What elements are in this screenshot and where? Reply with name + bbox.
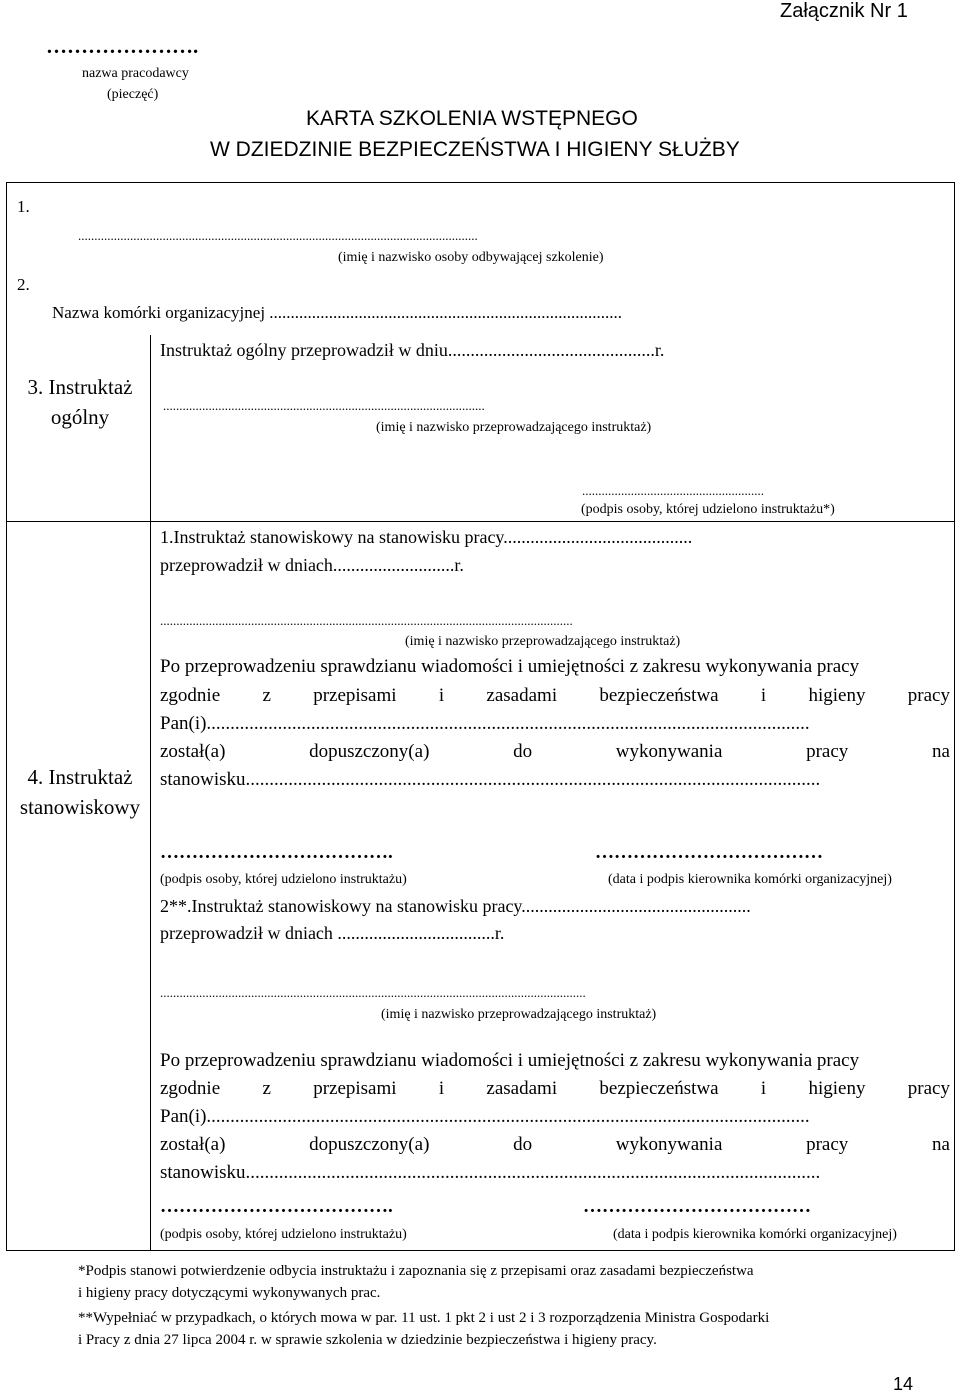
station-instructor-2-caption: (imię i nazwisko przeprowadzającego instruktaż) — [381, 1007, 657, 1022]
sign-right-2-caption: (data i podpis kierownika komórki organizacyjnej) — [613, 1227, 897, 1242]
general-sign-dots: ........................................................ — [582, 483, 764, 498]
station-2-line: stanowisku......................................................................................................................... — [160, 1162, 821, 1183]
row4-label — [10, 762, 150, 822]
row1-number: 1. — [17, 197, 30, 216]
row3-label-line1: 3. Instruktaż — [27, 375, 133, 399]
word: przepisami — [313, 685, 397, 706]
station-training-1-line2: przeprowadził w dniach...........................r. — [160, 555, 464, 575]
word: do — [513, 741, 533, 762]
word: bezpieczeństwa — [599, 685, 719, 706]
word: pracy — [806, 1134, 849, 1155]
word: pracy — [907, 1078, 950, 1099]
general-sign-caption: (podpis osoby, której udzielono instruktażu*) — [581, 502, 835, 517]
title-line-2: W DZIEDZINIE BEZPIECZEŃSTWA I HIGIENY SŁUŻBY — [210, 138, 740, 161]
row3-label-line2: ogólny — [50, 405, 110, 429]
station-training-1-line1: 1.Instruktaż stanowiskowy na stanowisku pracy.......................................... — [160, 527, 693, 547]
title-line-1: KARTA SZKOLENIA WSTĘPNEGO — [306, 107, 638, 130]
check-paragraph-1-line2 — [160, 685, 950, 707]
general-training-date: Instruktaż ogólny przeprowadził w dniu..............................................r. — [160, 340, 665, 360]
row4-label-line1: 4. Instruktaż — [27, 765, 133, 789]
station-instructor-1-dots: ............................................................................................................................... — [160, 613, 573, 628]
footnote-1-line1: *Podpis stanowi potwierdzenie odbycia instruktażu i zapoznania się z przepisami oraz zasadami bezpieczeństwa — [78, 1263, 754, 1279]
footnote-2-line2: i Pracy z dnia 27 lipca 2004 r. w sprawie szkolenia w dziedzinie bezpieczeństwa i higieny pracy. — [78, 1332, 657, 1348]
word: zasadami — [486, 1078, 558, 1099]
page-number: 14 — [893, 1374, 914, 1394]
station-training-2-line1: 2**.Instruktaż stanowiskowy na stanowisku pracy................................................... — [160, 896, 751, 916]
word: wykonywania — [615, 741, 723, 762]
word: z — [262, 1078, 271, 1099]
check-paragraph-2-line2 — [160, 1078, 950, 1100]
word: bezpieczeństwa — [599, 1078, 719, 1099]
word: higieny — [808, 1078, 866, 1099]
word: został(a) — [160, 741, 226, 762]
word: wykonywania — [615, 1134, 723, 1155]
trainee-name-1-line: Pan(i)............................................................................................................................... — [160, 713, 810, 734]
sign-left-2-dots: ………………………………. — [160, 1196, 393, 1217]
row3-label — [10, 372, 150, 432]
word: do — [513, 1134, 533, 1155]
word: został(a) — [160, 1134, 226, 1155]
word: pracy — [907, 685, 950, 706]
station-instructor-2-dots: ................................................................................................................................... — [160, 985, 586, 1000]
word: i — [438, 1078, 445, 1099]
check-paragraph-2-line1: Po przeprowadzeniu sprawdzianu wiadomości i umiejętności z zakresu wykonywania pracy — [160, 1050, 860, 1071]
stamp-label: (pieczęć) — [107, 87, 159, 102]
sign-left-1-caption: (podpis osoby, której udzielono instruktażu) — [160, 872, 407, 887]
station-1-line: stanowisku......................................................................................................................... — [160, 769, 821, 790]
word: i — [760, 685, 767, 706]
employer-label: nazwa pracodawcy — [82, 66, 189, 81]
word: i — [760, 1078, 767, 1099]
row4-label-line2: stanowiskowy — [19, 795, 141, 819]
word: pracy — [806, 741, 849, 762]
word: higieny — [808, 685, 866, 706]
trainee-name-2-line: Pan(i)............................................................................................................................... — [160, 1106, 810, 1127]
word: zgodnie — [160, 685, 221, 706]
footnote-2-line1: **Wypełniać w przypadkach, o których mowa w par. 11 ust. 1 pkt 2 i ust 2 i 3 rozporządzenia Ministra Gospodarki — [78, 1310, 770, 1326]
sign-right-1-dots: ……………………………… — [595, 842, 823, 863]
word: z — [262, 685, 271, 706]
attachment-label: Załącznik Nr 1 — [780, 0, 908, 22]
sign-right-1-caption: (data i podpis kierownika komórki organizacyjnej) — [608, 872, 892, 887]
word: na — [932, 741, 950, 762]
word: na — [932, 1134, 950, 1155]
general-instructor-caption: (imię i nazwisko przeprowadzającego instruktaż) — [376, 420, 652, 435]
footnote-1-line2: i higieny pracy dotyczącymi wykonywanych prac. — [78, 1285, 381, 1301]
check-paragraph-1-line1: Po przeprowadzeniu sprawdzianu wiadomości i umiejętności z zakresu wykonywania pracy — [160, 656, 860, 677]
sign-right-2-dots: ……………………………… — [583, 1196, 811, 1217]
sign-left-2-caption: (podpis osoby, której udzielono instruktażu) — [160, 1227, 407, 1242]
word: przepisami — [313, 1078, 397, 1099]
trainee-dots: ........................................................................................................................... — [78, 228, 478, 243]
employer-dots: …………………. — [46, 34, 199, 58]
admitted-1-line — [160, 741, 950, 763]
row2-number: 2. — [17, 275, 30, 294]
word: zasadami — [486, 685, 558, 706]
station-training-2-line2: przeprowadził w dniach ...................................r. — [160, 923, 505, 943]
word: dopuszczony(a) — [309, 741, 430, 762]
trainee-caption: (imię i nazwisko osoby odbywającej szkolenie) — [338, 250, 604, 265]
word: i — [438, 685, 445, 706]
unit-name-line: Nazwa komórki organizacyjnej ................................................................................... — [52, 303, 623, 322]
word: zgodnie — [160, 1078, 221, 1099]
admitted-2-line — [160, 1134, 950, 1156]
sign-left-1-dots: ………………………………. — [160, 842, 393, 863]
general-instructor-dots: ................................................................................................... — [163, 398, 485, 413]
word: dopuszczony(a) — [309, 1134, 430, 1155]
station-instructor-1-caption: (imię i nazwisko przeprowadzającego instruktaż) — [405, 634, 681, 649]
